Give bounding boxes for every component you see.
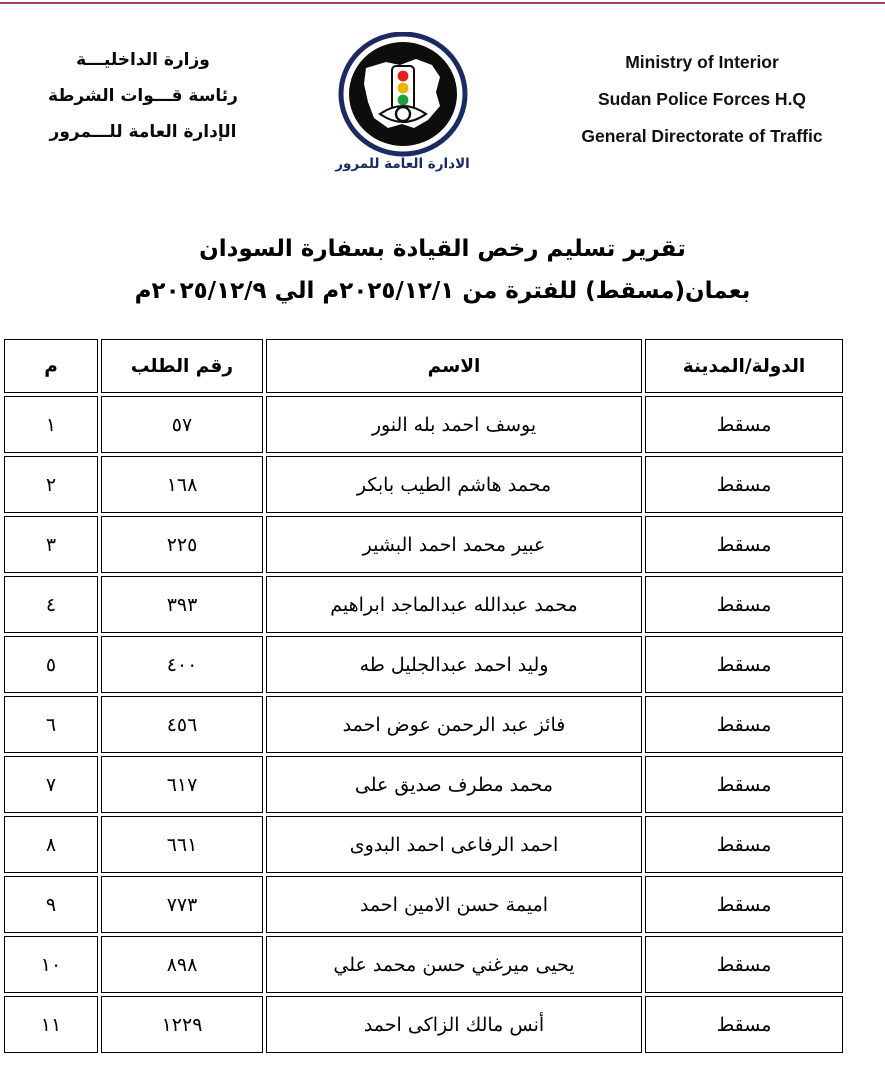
- cell-request-number: ٥٧: [101, 396, 263, 453]
- table-row: [4, 756, 843, 813]
- cell-city: مسقط: [645, 996, 843, 1053]
- cell-city: مسقط: [645, 936, 843, 993]
- emblem-caption: الادارة العامة للمرور: [335, 156, 470, 172]
- table-body: [4, 396, 843, 1053]
- cell-city: مسقط: [645, 636, 843, 693]
- header-arabic-line-2: رئاسة قـــوات الشرطة: [48, 86, 238, 106]
- cell-name: محمد عبدالله عبدالماجد ابراهيم: [266, 576, 642, 633]
- header-english-line-1: Ministry of Interior: [625, 52, 779, 72]
- cell-city: مسقط: [645, 756, 843, 813]
- header-english-block: [537, 30, 867, 155]
- report-title: [0, 228, 885, 312]
- cell-name: وليد احمد عبدالجليل طه: [266, 636, 642, 693]
- cell-city: مسقط: [645, 456, 843, 513]
- column-header-request-number: رقم الطلب: [101, 339, 263, 393]
- header-arabic-line-1: وزارة الداخليـــة: [76, 50, 210, 70]
- sudan-traffic-directorate-emblem-icon: [328, 32, 478, 160]
- table-row: [4, 516, 843, 573]
- cell-index: ١: [4, 396, 98, 453]
- cell-request-number: ٤٥٦: [101, 696, 263, 753]
- cell-name: يوسف احمد بله النور: [266, 396, 642, 453]
- report-table-wrapper: [40, 336, 846, 1056]
- cell-request-number: ١٦٨: [101, 456, 263, 513]
- table-row: [4, 696, 843, 753]
- report-title-line-2: بعمان(مسقط) للفترة من ٢٠٢٥/١٢/١م الي ٢٠٢٥/١٢/٩م: [134, 278, 751, 304]
- cell-request-number: ٦٦١: [101, 816, 263, 873]
- table-row: [4, 396, 843, 453]
- table-row: [4, 576, 843, 633]
- cell-request-number: ٨٩٨: [101, 936, 263, 993]
- cell-request-number: ٣٩٣: [101, 576, 263, 633]
- cell-name: محمد هاشم الطيب بابكر: [266, 456, 642, 513]
- document-header: [0, 30, 885, 195]
- cell-index: ١٠: [4, 936, 98, 993]
- header-arabic-block: [18, 30, 268, 150]
- cell-request-number: ٢٢٥: [101, 516, 263, 573]
- cell-city: مسقط: [645, 696, 843, 753]
- table-row: [4, 456, 843, 513]
- emblem-block: [313, 30, 493, 172]
- cell-city: مسقط: [645, 876, 843, 933]
- cell-name: يحيى ميرغني حسن محمد علي: [266, 936, 642, 993]
- cell-city: مسقط: [645, 516, 843, 573]
- table-header: [4, 339, 843, 393]
- header-arabic-line-3: الإدارة العامة للـــمرور: [49, 122, 237, 142]
- table-row: [4, 936, 843, 993]
- column-header-index: م: [4, 339, 98, 393]
- table-header-row: [4, 339, 843, 393]
- cell-index: ٦: [4, 696, 98, 753]
- cell-name: اميمة حسن الامين احمد: [266, 876, 642, 933]
- report-title-line-1: تقرير تسليم رخص القيادة بسفارة السودان: [199, 236, 686, 262]
- cell-name: أنس مالك الزاكى احمد: [266, 996, 642, 1053]
- table-row: [4, 996, 843, 1053]
- table-row: [4, 876, 843, 933]
- column-header-city: الدولة/المدينة: [645, 339, 843, 393]
- cell-name: عبير محمد احمد البشير: [266, 516, 642, 573]
- top-accent-rule: [0, 2, 885, 4]
- cell-index: ٣: [4, 516, 98, 573]
- cell-city: مسقط: [645, 816, 843, 873]
- table-row: [4, 636, 843, 693]
- cell-index: ٨: [4, 816, 98, 873]
- cell-city: مسقط: [645, 396, 843, 453]
- cell-name: محمد مطرف صديق على: [266, 756, 642, 813]
- cell-index: ١١: [4, 996, 98, 1053]
- cell-index: ٧: [4, 756, 98, 813]
- cell-request-number: ٤٠٠: [101, 636, 263, 693]
- cell-request-number: ١٢٢٩: [101, 996, 263, 1053]
- cell-index: ٥: [4, 636, 98, 693]
- column-header-name: الاسم: [266, 339, 642, 393]
- cell-request-number: ٦١٧: [101, 756, 263, 813]
- licence-delivery-table: [1, 336, 846, 1056]
- cell-index: ٩: [4, 876, 98, 933]
- header-english-line-3: General Directorate of Traffic: [581, 126, 823, 146]
- cell-name: احمد الرفاعى احمد البدوى: [266, 816, 642, 873]
- cell-name: فائز عبد الرحمن عوض احمد: [266, 696, 642, 753]
- cell-index: ٤: [4, 576, 98, 633]
- cell-request-number: ٧٧٣: [101, 876, 263, 933]
- header-english-line-2: Sudan Police Forces H.Q: [597, 89, 807, 109]
- table-row: [4, 816, 843, 873]
- cell-city: مسقط: [645, 576, 843, 633]
- cell-index: ٢: [4, 456, 98, 513]
